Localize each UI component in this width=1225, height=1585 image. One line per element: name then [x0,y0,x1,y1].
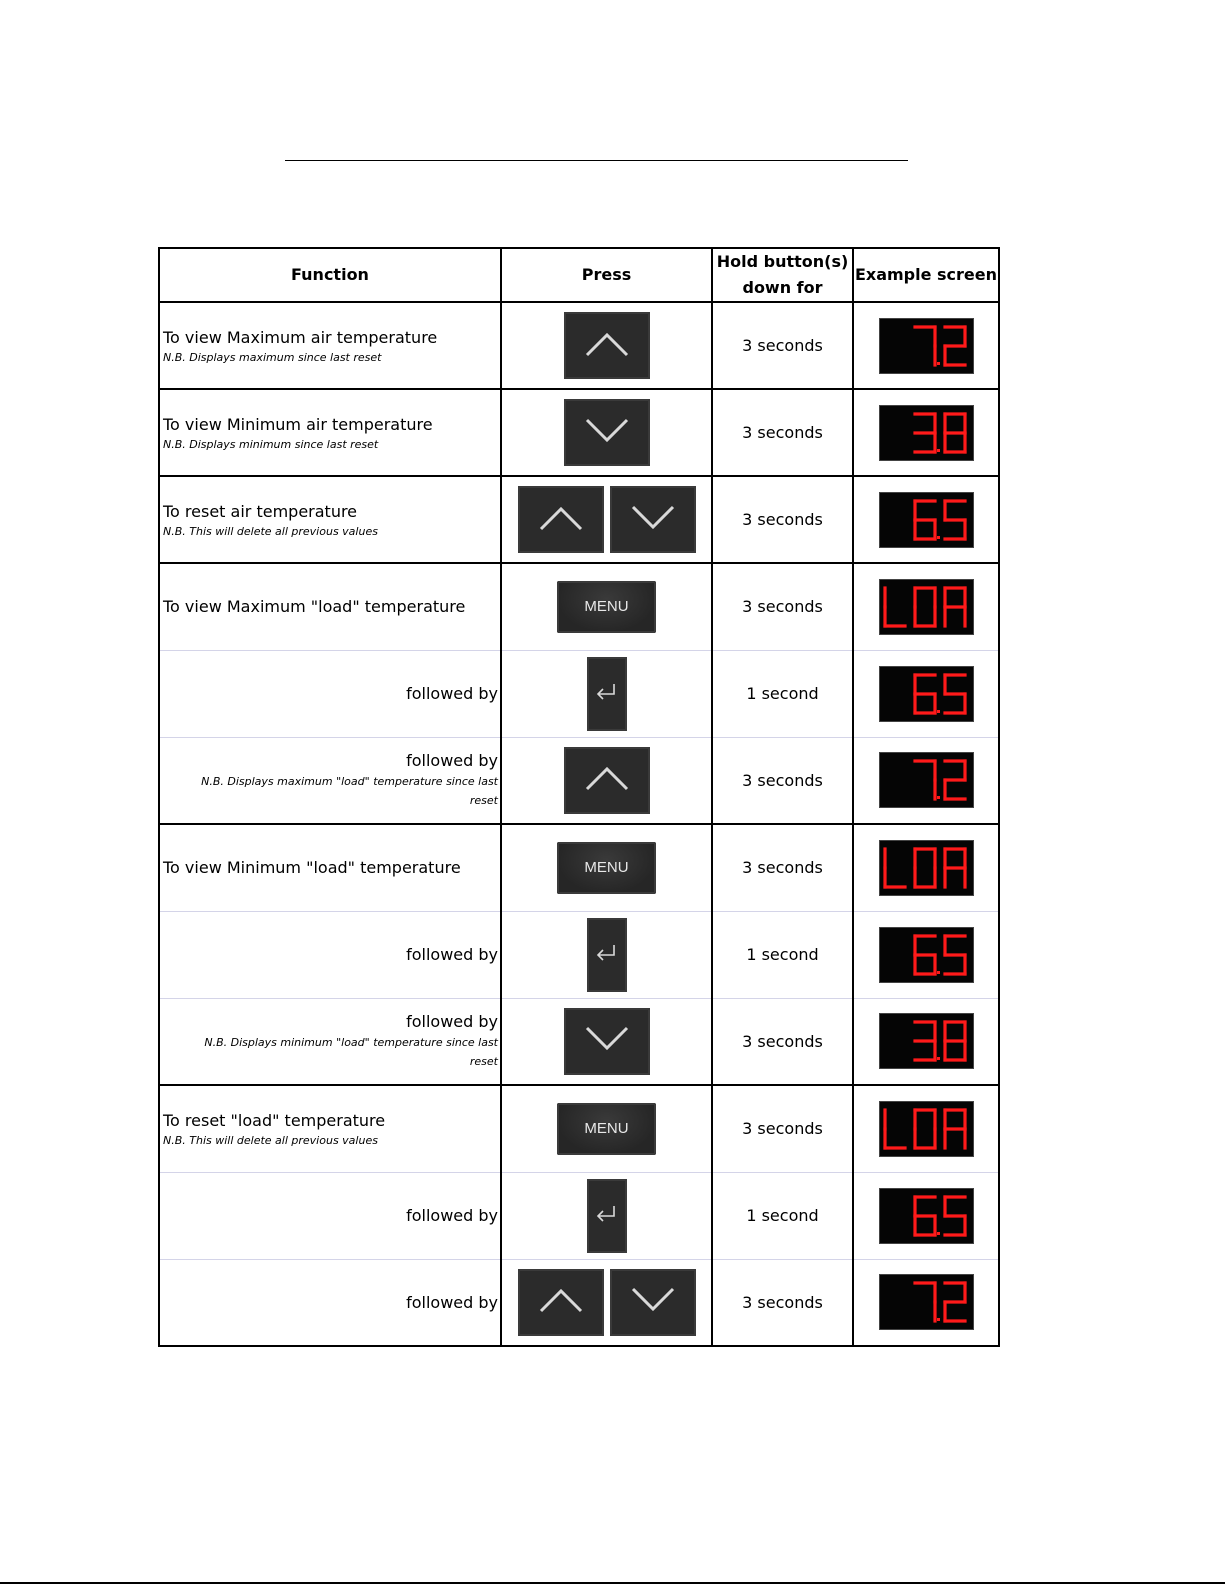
lcd-display [880,841,973,895]
function-cell [159,650,501,737]
menu-button[interactable]: MENU [557,581,656,633]
lcd-digit [945,501,965,539]
table-row [159,998,999,1085]
table-row [159,476,999,563]
lcd-digit [915,1110,935,1148]
chevron-down-icon [585,1026,629,1056]
example-screen-cell [853,302,999,389]
example-screen-cell [853,911,999,998]
function-cell [159,476,501,563]
lcd-digit [915,761,940,799]
lcd-reading [880,753,973,807]
example-screen-cell [853,1085,999,1172]
lcd-display [880,1102,973,1156]
header-function: Function [159,248,501,302]
hold-duration: 1 second [712,911,853,998]
function-note: N.B. Displays minimum since last reset [163,437,379,451]
press-cell [501,476,712,563]
lcd-digit [915,1022,940,1060]
hold-duration: 1 second [712,650,853,737]
lcd-display [880,1275,973,1329]
down-button[interactable] [610,1269,696,1336]
function-note: N.B. This will delete all previous values [163,524,378,538]
up-button[interactable] [518,486,604,553]
function-cell [159,824,501,911]
function-cell [159,389,501,476]
lcd-digit [915,588,935,626]
function-text: followed by [406,945,498,964]
table-row [159,737,999,824]
lcd-reading [880,667,973,721]
chevron-down-icon [631,505,675,535]
example-screen-cell [853,1172,999,1259]
header-press: Press [501,248,712,302]
chevron-up-icon [539,1287,583,1317]
instruction-table [158,247,1000,1347]
header-hold-line2: down for [742,278,823,297]
lcd-digit [945,588,965,626]
hold-duration: 3 seconds [712,476,853,563]
lcd-digit [915,327,940,365]
hold-duration: 1 second [712,1172,853,1259]
lcd-decimal-point [937,449,940,452]
press-cell [501,737,712,824]
lcd-reading [880,1102,973,1156]
lcd-decimal-point [937,1057,940,1060]
hold-duration: 3 seconds [712,1259,853,1346]
table-row [159,650,999,737]
lcd-digit [915,849,935,887]
function-text: followed by [406,1292,498,1312]
lcd-display [880,580,973,634]
enter-return-icon [596,944,618,966]
lcd-decimal-point [937,971,940,974]
hold-duration: 3 seconds [712,1085,853,1172]
press-cell [501,1172,712,1259]
table-row [159,824,999,911]
lcd-reading [880,580,973,634]
function-cell [159,563,501,650]
lcd-decimal-point [937,362,940,365]
lcd-digit [885,588,905,626]
function-note: N.B. Displays minimum "load" temperature since last reset [204,1035,498,1068]
enter-button[interactable] [587,1179,627,1253]
lcd-display [880,406,973,460]
page-bottom-rule [0,1582,1225,1584]
lcd-digit [915,675,940,713]
hold-duration: 3 seconds [712,563,853,650]
lcd-digit [945,849,965,887]
chevron-up-icon [585,765,629,795]
lcd-decimal-point [937,710,940,713]
chevron-up-icon [539,505,583,535]
lcd-digit [915,414,940,452]
table-row [159,302,999,389]
function-text: To view Maximum air temperature [163,327,438,347]
example-screen-cell [853,1259,999,1346]
down-button[interactable] [610,486,696,553]
lcd-display [880,1189,973,1243]
enter-return-icon [596,683,618,705]
lcd-digit [885,849,905,887]
lcd-decimal-point [937,1232,940,1235]
chevron-up-icon [585,331,629,361]
function-cell [159,1085,501,1172]
lcd-display [880,1014,973,1068]
function-text: To view Minimum air temperature [163,414,433,434]
lcd-reading [880,1014,973,1068]
lcd-reading [880,406,973,460]
table-row [159,389,999,476]
lcd-reading [880,1189,973,1243]
example-screen-cell [853,563,999,650]
lcd-digit [945,1022,965,1060]
function-cell [159,911,501,998]
press-cell [501,824,712,911]
function-text: To reset air temperature [163,501,358,521]
lcd-decimal-point [937,796,940,799]
lcd-reading [880,1275,973,1329]
lcd-digit [945,327,965,365]
lcd-digit [945,675,965,713]
lcd-display [880,753,973,807]
press-cell [501,389,712,476]
table-row [159,1259,999,1346]
function-text: To view Minimum "load" temperature [163,858,461,878]
example-screen-cell [853,650,999,737]
press-cell [501,563,712,650]
lcd-decimal-point [937,536,940,539]
table-row [159,1172,999,1259]
press-cell [501,302,712,389]
lcd-display [880,493,973,547]
example-screen-cell [853,737,999,824]
hold-duration: 3 seconds [712,998,853,1085]
title-underline [285,160,908,161]
lcd-digit [915,1197,940,1235]
example-screen-cell [853,389,999,476]
function-note: N.B. This will delete all previous values [163,1133,378,1147]
lcd-decimal-point [937,1318,940,1321]
table-row [159,1085,999,1172]
function-cell [159,998,501,1085]
lcd-digit [945,1283,965,1321]
table-row [159,563,999,650]
example-screen-cell [853,998,999,1085]
up-button[interactable] [564,312,650,379]
function-cell [159,302,501,389]
lcd-digit [945,936,965,974]
press-cell [501,911,712,998]
lcd-digit [945,1197,965,1235]
lcd-digit [885,1110,905,1148]
lcd-digit [915,501,940,539]
menu-button[interactable]: MENU [557,842,656,894]
hold-duration: 3 seconds [712,302,853,389]
header-hold-line1: Hold button(s) [716,252,849,271]
lcd-reading [880,928,973,982]
function-cell [159,737,501,824]
function-text: followed by [406,1011,498,1031]
example-screen-cell [853,824,999,911]
press-cell [501,650,712,737]
hold-duration: 3 seconds [712,824,853,911]
enter-button[interactable] [587,657,627,731]
function-text: followed by [406,1206,498,1225]
function-note: N.B. Displays maximum since last reset [163,350,382,364]
lcd-reading [880,319,973,373]
lcd-digit [945,414,965,452]
press-cell [501,1259,712,1346]
menu-button[interactable]: MENU [557,1103,656,1155]
table-row [159,911,999,998]
lcd-reading [880,493,973,547]
example-screen-cell [853,476,999,563]
hold-duration: 3 seconds [712,389,853,476]
table-header-row [159,248,999,302]
lcd-digit [915,936,940,974]
lcd-reading [880,841,973,895]
function-cell [159,1172,501,1259]
lcd-digit [945,1110,965,1148]
lcd-display [880,667,973,721]
function-note: N.B. Displays maximum "load" temperature since last reset [201,774,498,807]
up-button[interactable] [564,747,650,814]
press-cell [501,1085,712,1172]
lcd-display [880,319,973,373]
lcd-digit [915,1283,940,1321]
function-text: To view Maximum "load" temperature [163,597,466,617]
down-button[interactable] [564,1008,650,1075]
lcd-digit [945,761,965,799]
down-button[interactable] [564,399,650,466]
hold-duration: 3 seconds [712,737,853,824]
function-text: followed by [406,750,498,770]
enter-button[interactable] [587,918,627,992]
function-text: To reset "load" temperature [163,1110,386,1130]
enter-return-icon [596,1205,618,1227]
function-text: followed by [406,684,498,703]
press-cell [501,998,712,1085]
up-button[interactable] [518,1269,604,1336]
lcd-display [880,928,973,982]
function-cell [159,1259,501,1346]
chevron-down-icon [585,418,629,448]
header-hold [712,248,853,302]
header-example: Example screen [853,248,999,302]
chevron-down-icon [631,1287,675,1317]
